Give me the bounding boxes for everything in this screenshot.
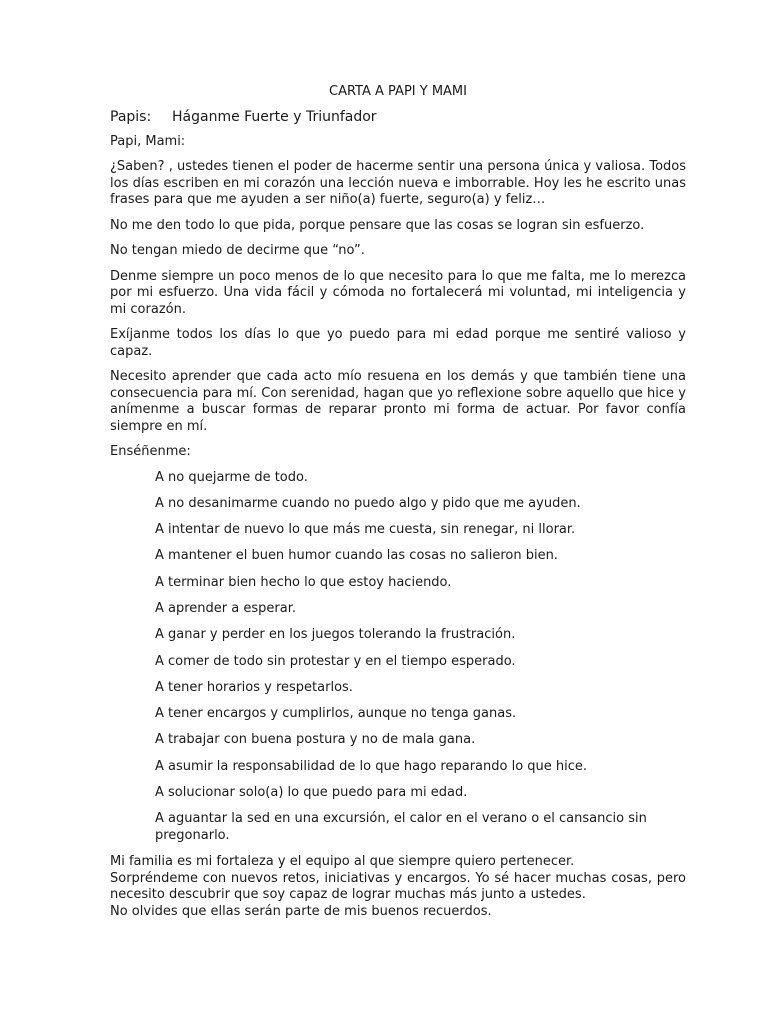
list-item: A tener encargos y cumplirlos, aunque no tenga ganas. — [155, 706, 517, 722]
paragraph-ensenenme: Enséñenme: — [110, 444, 191, 459]
list-item: A trabajar con buena postura y no de mala gana. — [155, 732, 476, 748]
list-item: A aguantar la sed en una excursión, el calor en el verano o el cansancio sin pregonarlo. — [155, 811, 647, 843]
list-item: A asumir la responsabilidad de lo que hago reparando lo que hice. — [155, 758, 588, 774]
subheading — [110, 108, 686, 126]
subheading-text: Háganme Fuerte y Triunfador — [172, 108, 377, 125]
paragraph-denme: Denme siempre un poco menos de lo que necesito para lo que me falta, me lo merezca por mi esfuerzo. Una vida fácil y cómoda no fortalecerá mi voluntad, mi inteligencia y mi corazón. — [110, 268, 686, 317]
list-item: A aprender a esperar. — [155, 600, 296, 616]
list-item: A tener horarios y respetarlos. — [155, 679, 353, 695]
paragraph-no-todo: No me den todo lo que pida, porque pensare que las cosas se logran sin esfuerzo. — [110, 217, 645, 233]
document-title: CARTA A PAPI Y MAMI — [329, 84, 467, 99]
list-item: A solucionar solo(a) lo que puedo para mi edad. — [155, 785, 468, 801]
list-item: A no quejarme de todo. — [155, 469, 308, 485]
paragraph-necesito: Necesito aprender que cada acto mío resuena en los demás y que también tiene una consecuencia para mí. Con serenidad, hagan que yo reflexione sobre aquello que hice y anímenme a buscar formas de reparar pronto mi forma de actuar. Por favor confía siempre en mí. — [110, 369, 686, 434]
paragraph-exijanme: Exíjanme todos los días lo que yo puedo para mi edad porque me sentiré valioso y capaz. — [110, 327, 686, 359]
closing-line: Sorpréndeme con nuevos retos, iniciativas y encargos. Yo sé hacer muchas cosas, pero necesito descubrir que soy capaz de lograr muchas más junto a ustedes. — [110, 870, 686, 903]
list-item: A mantener el buen humor cuando las cosas no salieron bien. — [155, 548, 558, 564]
list-item: A no desanimarme cuando no puedo algo y pido que me ayuden. — [155, 495, 581, 511]
list-item: A comer de todo sin protestar y en el tiempo esperado. — [155, 653, 516, 669]
closing-line: Mi familia es mi fortaleza y el equipo al que siempre quiero pertenecer. — [110, 854, 575, 870]
paragraph-no-miedo: No tengan miedo de decirme que “no”. — [110, 243, 365, 258]
greeting: Papi, Mami: — [110, 133, 186, 149]
list-item: A terminar bien hecho lo que estoy haciendo. — [155, 574, 452, 590]
list-item: A intentar de nuevo lo que más me cuesta, sin renegar, ni llorar. — [155, 522, 576, 538]
list-item: A ganar y perder en los juegos tolerando la frustración. — [155, 627, 516, 643]
subheading-label: Papis: — [110, 108, 152, 125]
document-page — [110, 84, 686, 920]
closing-line: No olvides que ellas serán parte de mis buenos recuerdos. — [110, 903, 492, 919]
lessons-list — [110, 470, 686, 845]
paragraph-intro: ¿Saben? , ustedes tienen el poder de hacerme sentir una persona única y valiosa. Todos los días escriben en mi corazón una lección nueva e imborrable. Hoy les he escrito unas frases para que me ayuden a ser niño(a) fuerte, seguro(a) y feliz… — [110, 159, 686, 207]
closing-block — [110, 854, 686, 920]
